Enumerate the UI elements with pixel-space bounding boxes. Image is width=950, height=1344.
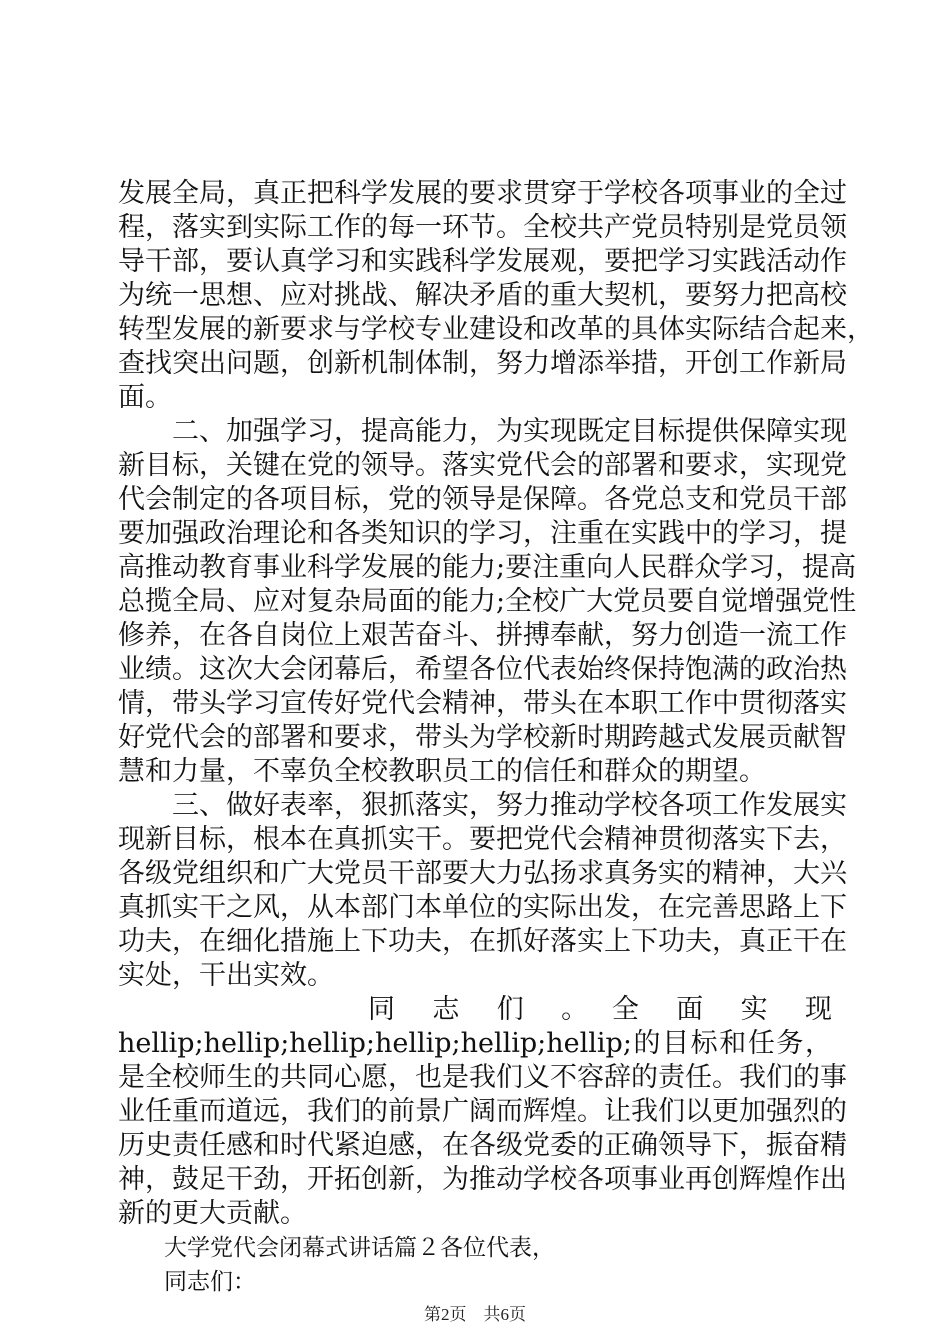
body-text-line: 导干部，要认真学习和实践科学发展观，要把学习实践活动作 bbox=[118, 246, 847, 277]
body-text-line: hellip;hellip;hellip;hellip;hellip;hellip;的目标和任务， bbox=[118, 1028, 832, 1059]
body-text-line: 新目标，关键在党的领导。落实党代会的部署和要求，实现党 bbox=[118, 450, 847, 481]
body-text-line: 查找突出问题，创新机制体制，努力增添举措，开创工作新局 bbox=[118, 348, 847, 379]
body-text-line: 慧和力量，不辜负全校教职员工的信任和群众的期望。 bbox=[118, 756, 766, 787]
body-text-line: 情，带头学习宣传好党代会精神，带头在本职工作中贯彻落实 bbox=[118, 688, 847, 719]
body-text-line: 业任重而道远，我们的前景广阔而辉煌。让我们以更加强烈的 bbox=[118, 1096, 847, 1127]
body-text-line: 功夫，在细化措施上下功夫，在抓好落实上下功夫，真正干在 bbox=[118, 926, 847, 957]
body-text-line: 程，落实到实际工作的每一环节。全校共产党员特别是党员领 bbox=[118, 212, 847, 243]
paragraph-heading-line: 三、做好表率，狠抓落实，努力推动学校各项工作发展实 bbox=[118, 790, 847, 821]
body-text-line: 同 志 们 。 全 面 实 现 bbox=[368, 994, 832, 1025]
body-text-line: 要加强政治理论和各类知识的学习，注重在实践中的学习，提 bbox=[118, 518, 847, 549]
page-footer: 第2页 共6页 bbox=[424, 1305, 526, 1324]
body-text-line: 代会制定的各项目标，党的领导是保障。各党总支和党员干部 bbox=[118, 484, 847, 515]
body-text-line: 各级党组织和广大党员干部要大力弘扬求真务实的精神，大兴 bbox=[118, 858, 847, 889]
body-text-line: 总揽全局、应对复杂局面的能力;全校广大党员要自觉增强党性 bbox=[118, 586, 857, 617]
section-title-line: 大学党代会闭幕式讲话篇２各位代表， bbox=[118, 1235, 555, 1261]
body-text-line: 好党代会的部署和要求，带头为学校新时期跨越式发展贡献智 bbox=[118, 722, 847, 753]
body-text-line: 高推动教育事业科学发展的能力;要注重向人民群众学习，提高 bbox=[118, 552, 857, 583]
body-text-line: 是全校师生的共同心愿，也是我们义不容辞的责任。我们的事 bbox=[118, 1062, 847, 1093]
salutation-line: 同志们： bbox=[118, 1269, 256, 1295]
body-text-line: 神，鼓足干劲，开拓创新，为推动学校各项事业再创辉煌作出 bbox=[118, 1164, 847, 1195]
body-text-line: 发展全局，真正把科学发展的要求贯穿于学校各项事业的全过 bbox=[118, 178, 847, 209]
body-text-line: 面。 bbox=[118, 382, 172, 413]
body-text-line: 业绩。这次大会闭幕后，希望各位代表始终保持饱满的政治热 bbox=[118, 654, 847, 685]
body-text-line: 修养，在各自岗位上艰苦奋斗、拼搏奉献，努力创造一流工作 bbox=[118, 620, 847, 651]
body-text-line: 实处，干出实效。 bbox=[118, 960, 334, 991]
body-text-line: 现新目标，根本在真抓实干。要把党代会精神贯彻落实下去， bbox=[118, 824, 847, 855]
body-text-line: 新的更大贡献。 bbox=[118, 1198, 307, 1229]
body-text-line: 转型发展的新要求与学校专业建设和改革的具体实际结合起来， bbox=[118, 314, 874, 345]
paragraph-heading-line: 二、加强学习，提高能力，为实现既定目标提供保障实现 bbox=[118, 416, 847, 447]
body-text-line: 为统一思想、应对挑战、解决矛盾的重大契机，要努力把高校 bbox=[118, 280, 847, 311]
body-text-line: 真抓实干之风，从本部门本单位的实际出发，在完善思路上下 bbox=[118, 892, 847, 923]
body-text-line: 历史责任感和时代紧迫感，在各级党委的正确领导下，振奋精 bbox=[118, 1130, 847, 1161]
